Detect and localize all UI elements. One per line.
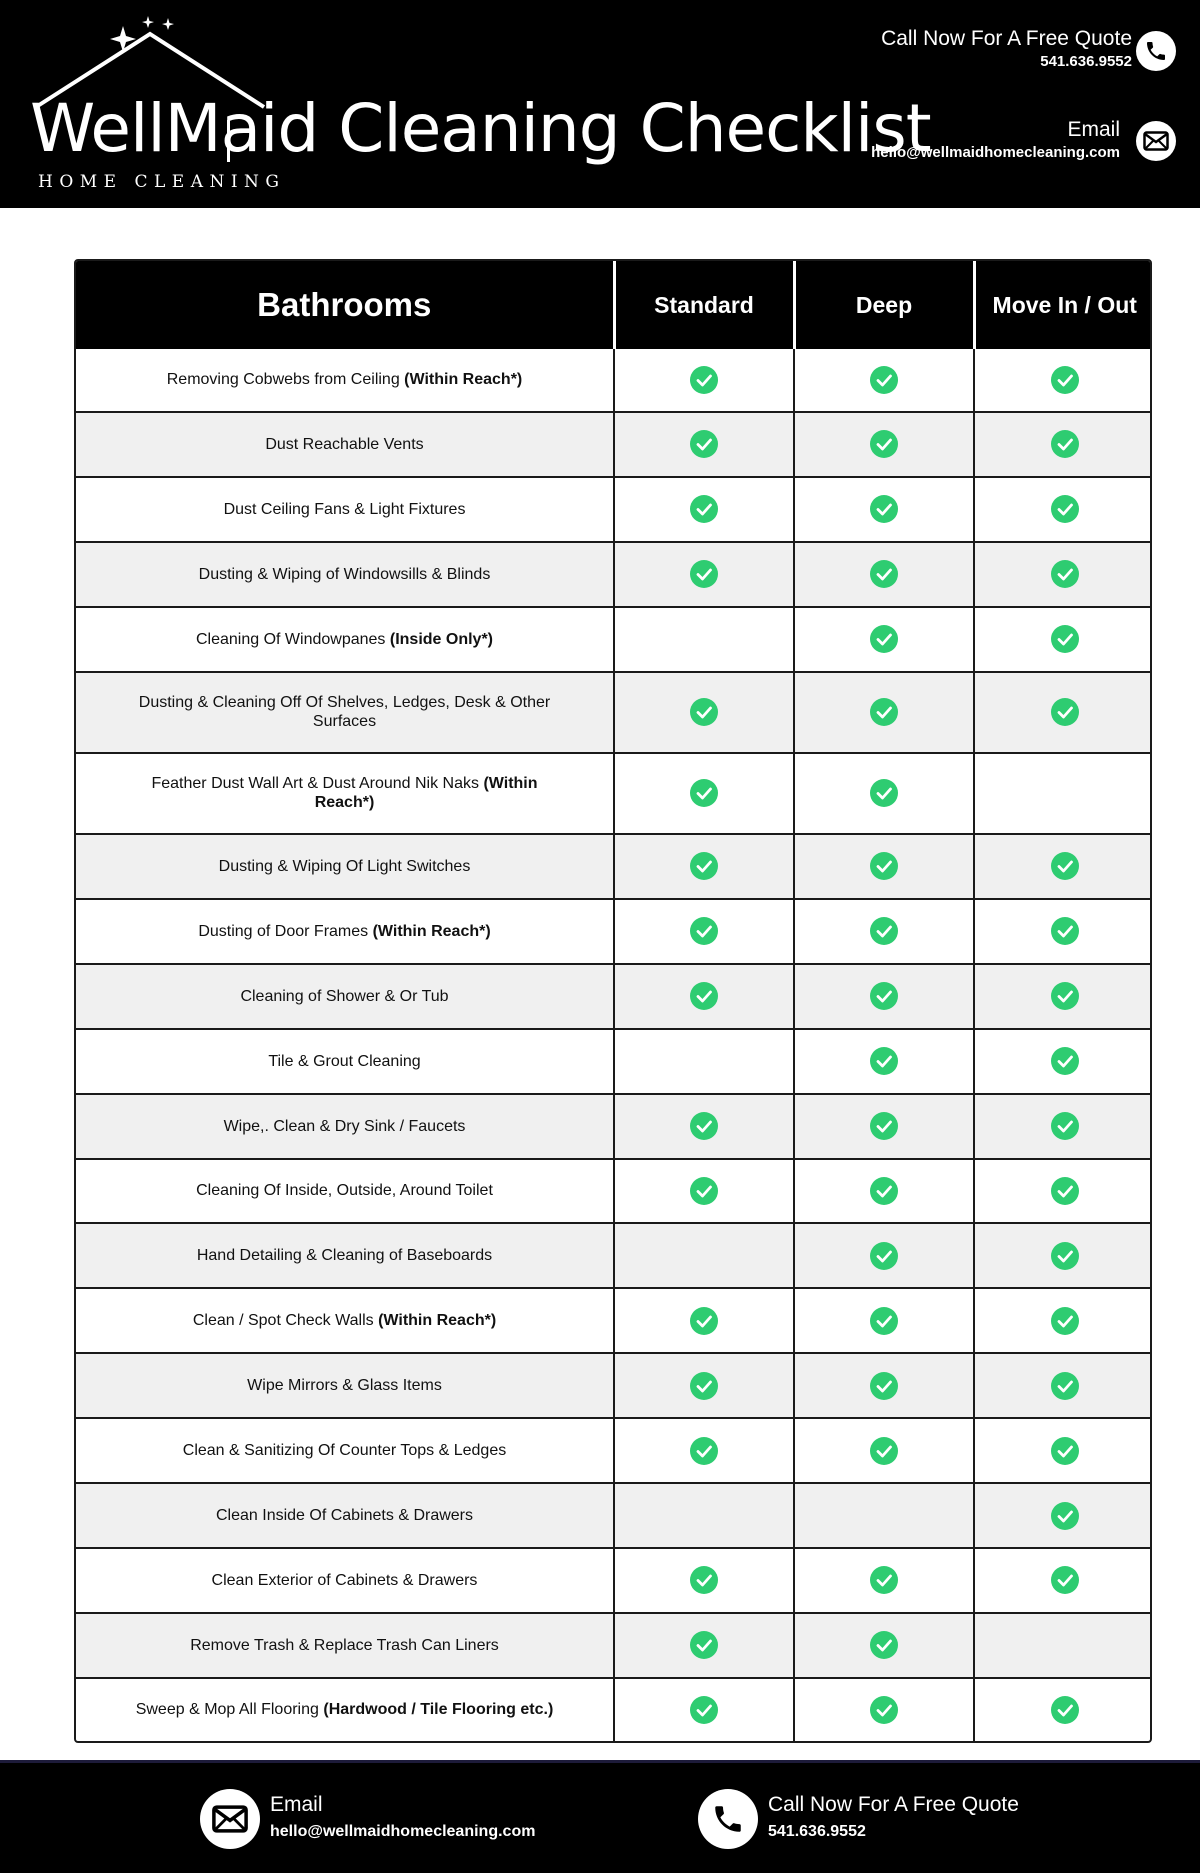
header [0,0,1200,208]
deep-cell [794,1159,974,1224]
task-cell [76,1418,614,1483]
check-circle-icon [689,1111,719,1141]
brand-subtitle: HOME CLEANING [38,172,286,192]
task-label: Feather Dust Wall Art & Dust Around Nik Naks [151,775,484,793]
standard-cell [614,899,794,964]
task-cell [76,1678,614,1741]
move-in-out-cell [974,899,1152,964]
move-in-out-cell [974,753,1152,834]
table-row [76,834,1152,899]
standard-cell [614,1159,794,1224]
check-circle-icon [689,981,719,1011]
task-note: (Within Reach*) [378,1312,497,1330]
check-circle-icon [689,916,719,946]
deep-cell [794,964,974,1029]
standard-cell [614,1483,794,1548]
check-circle-icon [1050,494,1080,524]
header-phone-contact[interactable] [881,26,1132,72]
table-row [76,1288,1152,1353]
task-cell [76,607,614,672]
check-circle-icon [689,1371,719,1401]
table-header-row [76,261,1152,349]
standard-cell [614,1613,794,1678]
table-row [76,412,1152,477]
standard-cell [614,1288,794,1353]
check-circle-icon [869,916,899,946]
task-label: Sweep & Mop All Flooring [135,1701,324,1719]
title-rest: Cleaning Checklist [338,90,931,167]
table-row [76,753,1152,834]
task-label: Dusting & Wiping of Windowsills & Blinds [198,565,491,583]
check-circle-icon [1050,1111,1080,1141]
table-row [76,964,1152,1029]
check-circle-icon [689,778,719,808]
header-email-contact[interactable] [871,117,1120,163]
task-label: Dust Ceiling Fans & Light Fixtures [223,500,466,518]
check-circle-icon [1050,1241,1080,1271]
move-in-out-cell [974,1029,1152,1094]
table-row [76,1094,1152,1159]
check-circle-icon [689,697,719,727]
phone-icon[interactable] [698,1789,758,1849]
task-cell [76,834,614,899]
table-row [76,1548,1152,1613]
task-cell [76,964,614,1029]
task-cell [76,899,614,964]
task-cell [76,1288,614,1353]
check-circle-icon [1050,1565,1080,1595]
deep-cell [794,1029,974,1094]
task-cell [76,1483,614,1548]
table-row [76,1029,1152,1094]
table-row [76,1483,1152,1548]
task-label: Cleaning of Shower & Or Tub [240,987,449,1005]
check-circle-icon [869,697,899,727]
move-in-out-cell [974,1678,1152,1741]
header-move-in-out: Move In / Out [974,261,1152,349]
task-cell [76,349,614,412]
move-in-out-cell [974,1483,1152,1548]
move-in-out-cell [974,834,1152,899]
move-in-out-cell [974,607,1152,672]
check-circle-icon [1050,1176,1080,1206]
standard-cell [614,672,794,753]
table-row [76,477,1152,542]
table-row [76,607,1152,672]
check-circle-icon [1050,365,1080,395]
checklist-table [74,259,1152,1743]
check-circle-icon [1050,1501,1080,1531]
task-label: Dusting & Wiping Of Light Switches [218,857,471,875]
check-circle-icon [869,624,899,654]
standard-cell [614,1223,794,1288]
deep-cell [794,1613,974,1678]
check-circle-icon [1050,1371,1080,1401]
task-cell [76,1548,614,1613]
check-circle-icon [689,1565,719,1595]
standard-cell [614,1353,794,1418]
deep-cell [794,1094,974,1159]
task-label: Wipe Mirrors & Glass Items [247,1377,442,1395]
standard-cell [614,1678,794,1741]
table-row [76,1418,1152,1483]
check-circle-icon [869,429,899,459]
standard-cell [614,412,794,477]
move-in-out-cell [974,964,1152,1029]
check-circle-icon [689,365,719,395]
check-circle-icon [869,981,899,1011]
task-label: Dusting of Door Frames [198,922,373,940]
deep-cell [794,542,974,607]
task-label: Clean Exterior of Cabinets & Drawers [211,1571,478,1589]
move-in-out-cell [974,349,1152,412]
deep-cell [794,412,974,477]
deep-cell [794,1548,974,1613]
standard-cell [614,1548,794,1613]
task-label: Cleaning Of Windowpanes [195,630,390,648]
standard-cell [614,964,794,1029]
deep-cell [794,1288,974,1353]
check-circle-icon [869,1695,899,1725]
check-circle-icon [869,1046,899,1076]
phone-icon[interactable] [1136,31,1176,71]
header-phone-number[interactable]: 541.636.9552 [1040,53,1132,70]
footer [0,1763,1200,1873]
check-circle-icon [869,851,899,881]
standard-cell [614,477,794,542]
header-bathrooms: Bathrooms [76,261,614,349]
check-circle-icon [1050,1436,1080,1466]
check-circle-icon [689,1176,719,1206]
check-circle-icon [1050,981,1080,1011]
deep-cell [794,753,974,834]
check-circle-icon [689,851,719,881]
move-in-out-cell [974,1159,1152,1224]
task-cell [76,1353,614,1418]
task-label: Cleaning Of Inside, Outside, Around Toilet [196,1182,493,1200]
check-circle-icon [869,1111,899,1141]
task-note: (Within Reach*) [404,371,523,389]
task-cell [76,1223,614,1288]
deep-cell [794,1353,974,1418]
envelope-icon[interactable] [200,1789,260,1849]
move-in-out-cell [974,1418,1152,1483]
header-standard: Standard [614,261,794,349]
footer-phone-label: Call Now For A Free Quote [768,1793,1019,1816]
task-cell [76,477,614,542]
check-circle-icon [1050,429,1080,459]
envelope-icon[interactable] [1136,121,1176,161]
check-circle-icon [869,494,899,524]
task-cell [76,542,614,607]
task-label: Clean & Sanitizing Of Counter Tops & Ledges [182,1442,507,1460]
deep-cell [794,1678,974,1741]
check-circle-icon [869,1241,899,1271]
standard-cell [614,607,794,672]
deep-cell [794,899,974,964]
check-circle-icon [869,1630,899,1660]
check-circle-icon [689,429,719,459]
check-circle-icon [1050,624,1080,654]
check-circle-icon [869,365,899,395]
deep-cell [794,1418,974,1483]
table-row [76,1223,1152,1288]
check-circle-icon [1050,559,1080,589]
header-email-label: Email [1067,118,1120,141]
deep-cell [794,1223,974,1288]
check-circle-icon [689,1306,719,1336]
check-circle-icon [1050,1306,1080,1336]
check-circle-icon [1050,697,1080,727]
task-label: Remove Trash & Replace Trash Can Liners [190,1636,499,1654]
move-in-out-cell [974,1094,1152,1159]
move-in-out-cell [974,1613,1152,1678]
task-cell [76,1029,614,1094]
task-cell [76,1159,614,1224]
move-in-out-cell [974,672,1152,753]
task-label: Dusting & Cleaning Off Of Shelves, Ledges, Desk & Other Surfaces [138,694,551,731]
check-circle-icon [1050,1046,1080,1076]
deep-cell [794,477,974,542]
deep-cell [794,834,974,899]
table-row [76,899,1152,964]
check-circle-icon [689,559,719,589]
task-label: Removing Cobwebs from Ceiling [166,371,405,389]
deep-cell [794,1483,974,1548]
deep-cell [794,672,974,753]
check-circle-icon [869,1371,899,1401]
task-label: Tile & Grout Cleaning [268,1052,421,1070]
check-circle-icon [1050,851,1080,881]
check-circle-icon [1050,1695,1080,1725]
move-in-out-cell [974,542,1152,607]
header-email-address[interactable]: hello@wellmaidhomecleaning.com [871,144,1120,161]
check-circle-icon [869,559,899,589]
check-circle-icon [869,1565,899,1595]
check-circle-icon [689,1436,719,1466]
task-cell [76,753,614,834]
check-circle-icon [1050,916,1080,946]
deep-cell [794,607,974,672]
table-body [76,349,1152,1741]
check-circle-icon [869,1306,899,1336]
task-cell [76,672,614,753]
task-cell [76,1613,614,1678]
standard-cell [614,753,794,834]
move-in-out-cell [974,477,1152,542]
header-deep: Deep [794,261,974,349]
standard-cell [614,1094,794,1159]
table-row [76,1159,1152,1224]
move-in-out-cell [974,1288,1152,1353]
brand-name: WellMaid [30,90,319,167]
table-row [76,1613,1152,1678]
task-note: (Inside Only*) [389,630,493,648]
check-circle-icon [689,1695,719,1725]
table-row [76,672,1152,753]
task-label: Wipe,. Clean & Dry Sink / Faucets [223,1117,466,1135]
task-cell [76,412,614,477]
task-note: (Within Reach*) [372,922,491,940]
footer-phone-number[interactable]: 541.636.9552 [768,1823,866,1840]
task-note: (Hardwood / Tile Flooring etc.) [323,1701,554,1719]
footer-email-label: Email [270,1793,323,1816]
move-in-out-cell [974,412,1152,477]
standard-cell [614,1029,794,1094]
move-in-out-cell [974,1223,1152,1288]
task-label: Clean Inside Of Cabinets & Drawers [216,1507,473,1525]
standard-cell [614,834,794,899]
task-cell [76,1094,614,1159]
deep-cell [794,349,974,412]
move-in-out-cell [974,1548,1152,1613]
task-label: Hand Detailing & Cleaning of Baseboards [196,1247,493,1265]
table-row [76,349,1152,412]
header-phone-label: Call Now For A Free Quote [881,27,1132,50]
standard-cell [614,349,794,412]
task-label: Dust Reachable Vents [265,435,424,453]
standard-cell [614,542,794,607]
standard-cell [614,1418,794,1483]
move-in-out-cell [974,1353,1152,1418]
page-title [30,90,931,167]
footer-email-address[interactable]: hello@wellmaidhomecleaning.com [270,1823,536,1840]
check-circle-icon [689,494,719,524]
table-row [76,1678,1152,1741]
check-circle-icon [689,1630,719,1660]
check-circle-icon [869,1176,899,1206]
check-circle-icon [869,778,899,808]
table-row [76,542,1152,607]
task-note: (Within Reach*) [314,775,538,812]
table-row [76,1353,1152,1418]
check-circle-icon [869,1436,899,1466]
task-label: Clean / Spot Check Walls [192,1312,379,1330]
